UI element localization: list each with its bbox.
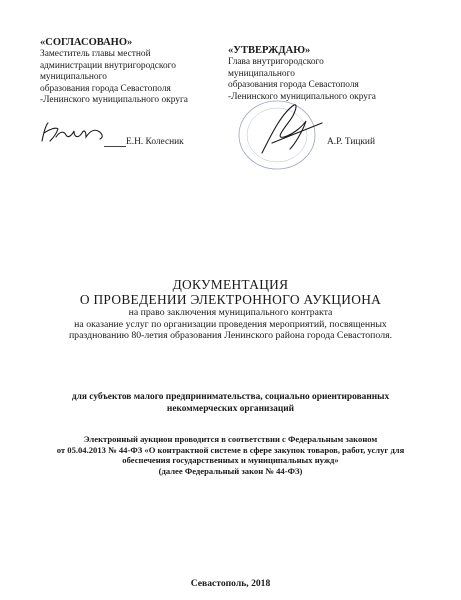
target-participants-line: для субъектов малого предпринимательства, социально ориентированных (71, 392, 390, 402)
signature-underline (104, 146, 126, 147)
approval-block-agreed (40, 37, 225, 106)
legal-basis-line: (далее Федеральный закон № 44-ФЗ) (158, 465, 303, 476)
target-participants-line: некоммерческих организаций (166, 403, 295, 414)
agreed-position-line: муниципального (40, 72, 107, 83)
agreed-position-line: -Ленинского муниципального округа (40, 95, 188, 106)
approved-position-line: муниципального (228, 68, 295, 79)
document-title-line1: ДОКУМЕНТАЦИЯ (172, 277, 289, 292)
document-title-block (0, 278, 461, 342)
legal-basis-line: обеспечения государственных и муниципальных нужд» (122, 455, 339, 466)
official-seal-with-signature (232, 93, 342, 173)
document-subject-line: на оказание услуг по организации проведения мероприятий, посвященных (74, 318, 387, 330)
agreed-position-line: Заместитель главы местной (40, 49, 151, 60)
place-and-year: Севастополь, 2018 (190, 578, 271, 589)
approved-stamp: «УТВЕРЖДАЮ» (228, 45, 311, 56)
approved-position-line: -Ленинского муниципального округа (228, 91, 376, 102)
agreed-signatory-name: Е.Н. Колесник (126, 137, 184, 147)
document-title-line2: О ПРОВЕДЕНИИ ЭЛЕКТРОННОГО АУКЦИОНА (79, 291, 382, 307)
legal-basis-line: Электронный аукцион проводится в соответствии с Федеральным законом (83, 434, 378, 444)
document-subject-line: празднованию 80-летия образования Ленинского района города Севастополя. (68, 330, 393, 342)
document-subject-line: на право заключения муниципального контракта (128, 307, 333, 319)
handwritten-signature-left (38, 117, 108, 147)
agreed-stamp: «СОГЛАСОВАНО» (40, 37, 133, 48)
approved-position-line: образования города Севастополя (228, 80, 359, 91)
legal-basis-line: от 05.04.2013 № 44-ФЗ «О контрактной системе в сфере закупок товаров, работ, услуг для (56, 444, 405, 455)
approved-position-line: Глава внутригородского (228, 57, 324, 68)
legal-basis-block (0, 434, 461, 476)
agreed-position-line: образования города Севастополя (40, 83, 171, 94)
approved-signatory-name: А.Р. Тицкий (327, 137, 375, 147)
target-participants-block (0, 392, 461, 415)
agreed-position-line: администрации внутригородского (40, 60, 176, 71)
